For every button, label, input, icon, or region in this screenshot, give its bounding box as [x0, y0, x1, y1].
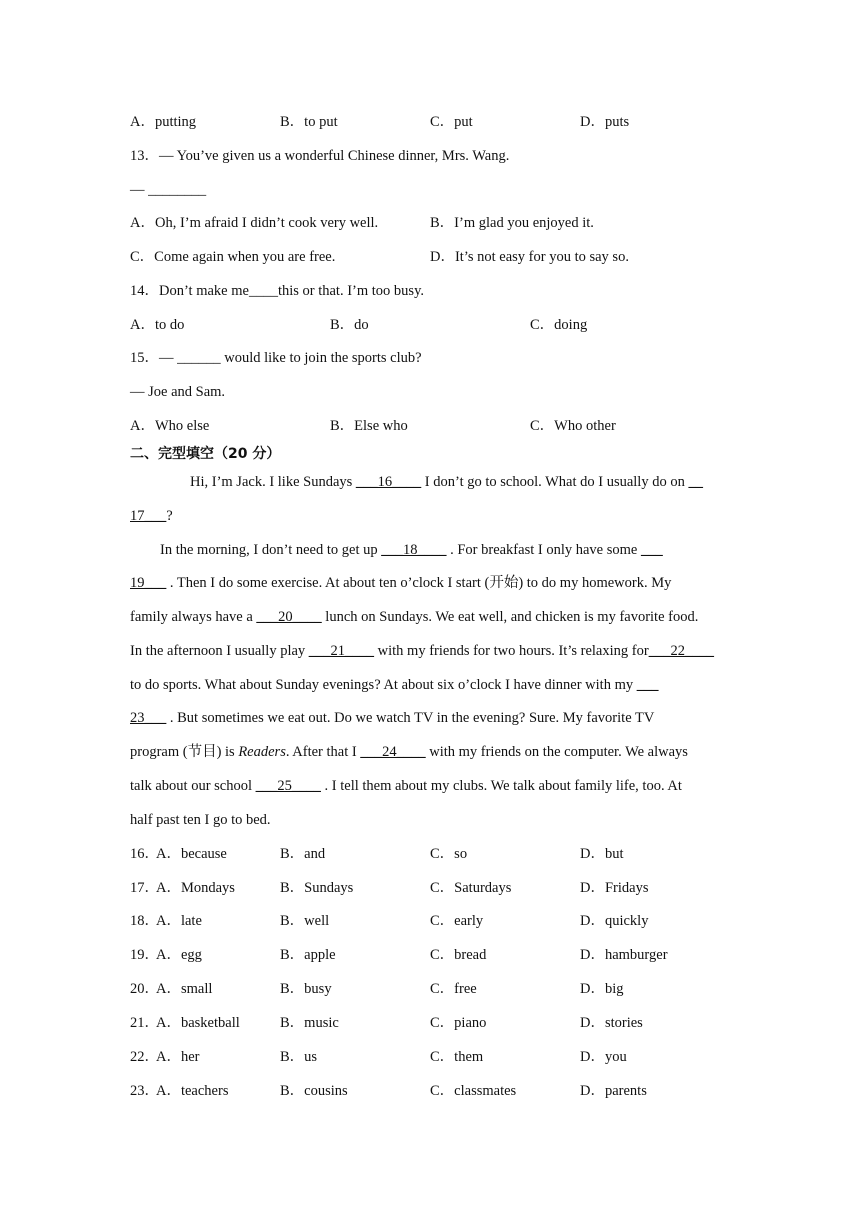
passage-text: . I tell them about my clubs. We talk about family life, too. At — [320, 778, 682, 794]
q14-stem-post: this or that. I’m too busy. — [277, 283, 424, 299]
q13-options-row1 — [130, 213, 730, 233]
question-23-options — [130, 1081, 730, 1101]
passage-text: with my friends on the computer. We always — [425, 744, 688, 760]
blank-16: ___16____ — [355, 474, 422, 490]
passage-line-7 — [130, 675, 659, 695]
passage-line-6 — [130, 641, 714, 661]
q15-option-c: C．Who other — [530, 418, 616, 434]
option-d: D．Fridays — [580, 880, 649, 896]
q15-stem: 15．— ______ would like to join the sports club? — [130, 350, 422, 366]
passage-line-11: half past ten I go to bed. — [130, 812, 271, 828]
option-d: D．stories — [580, 1015, 643, 1031]
passage-line-5 — [130, 607, 698, 627]
section-heading: 二、完型填空（20 分） — [130, 446, 281, 462]
blank-20: ___20____ — [256, 609, 322, 625]
question-number: 17． — [130, 880, 159, 896]
q15-reply: — Joe and Sam. — [130, 384, 226, 400]
question-number: 18． — [130, 913, 159, 929]
passage-text: with my friends for two hours. It’s relaxing for — [374, 643, 649, 659]
passage-line-10 — [130, 776, 682, 796]
option-c: C．free — [430, 981, 477, 997]
blank-24: ___24____ — [360, 744, 426, 760]
option-b: B．and — [280, 846, 326, 862]
question-number: 23． — [130, 1083, 159, 1099]
passage-line-3 — [160, 540, 663, 560]
passage-line-1 — [190, 472, 703, 492]
q12-option-c: C．put — [430, 114, 473, 130]
q12-options — [130, 112, 730, 132]
q13-option-b: B．I’m glad you enjoyed it. — [430, 215, 594, 231]
option-b: B．us — [280, 1049, 318, 1065]
option-c: C．classmates — [430, 1083, 517, 1099]
option-c: C．early — [430, 913, 484, 929]
blank-19-part1: ___ — [640, 542, 663, 558]
q12-option-a: A．putting — [130, 114, 197, 130]
q13-options-row2 — [130, 247, 730, 267]
option-c: C．them — [430, 1049, 484, 1065]
passage-line-9 — [130, 742, 688, 762]
option-d: D．but — [580, 846, 624, 862]
q15-options — [130, 416, 730, 436]
question-22-options — [130, 1047, 730, 1067]
question-17-options — [130, 878, 730, 898]
option-b: B．well — [280, 913, 330, 929]
passage-text: program (节目) is — [130, 744, 239, 760]
option-a: A．her — [156, 1049, 200, 1065]
blank-22: ___22____ — [648, 643, 714, 659]
question-18-options — [130, 911, 730, 931]
q13-option-d: D．It’s not easy for you to say so. — [430, 249, 629, 265]
q15-option-b: B．Else who — [330, 418, 408, 434]
passage-line-2 — [130, 506, 173, 526]
blank-21: ___21____ — [308, 643, 375, 659]
passage-text: . After that I — [285, 744, 361, 760]
q14-stem — [130, 281, 424, 301]
blank-17-part1: __ — [688, 474, 703, 490]
q14-stem-pre: 14．Don’t make me — [130, 283, 249, 299]
program-title: Readers — [238, 744, 286, 760]
passage-text: In the afternoon I usually play — [130, 643, 309, 659]
option-a: A．Mondays — [156, 880, 235, 896]
option-c: C．bread — [430, 947, 487, 963]
blank-19-part2: 19___ — [130, 575, 167, 591]
q13-option-a: A．Oh, I’m afraid I didn’t cook very well. — [130, 215, 379, 231]
option-d: D．parents — [580, 1083, 647, 1099]
option-a: A．egg — [156, 947, 202, 963]
question-21-options — [130, 1013, 730, 1033]
option-a: A．basketball — [156, 1015, 240, 1031]
q12-option-b: B．to put — [280, 114, 338, 130]
blank-25: ___25____ — [255, 778, 321, 794]
option-b: B．apple — [280, 947, 336, 963]
option-d: D．big — [580, 981, 624, 997]
passage-text: . But sometimes we eat out. Do we watch TV in the evening? Sure. My favorite TV — [166, 710, 655, 726]
q14-option-b: B．do — [330, 317, 369, 333]
option-d: D．you — [580, 1049, 627, 1065]
q14-options — [130, 315, 730, 335]
passage-text: I don’t go to school. What do I usually do on — [421, 474, 689, 490]
question-number: 19． — [130, 947, 159, 963]
passage-line-8 — [130, 708, 654, 728]
passage-text: . Then I do some exercise. At about ten o’clock I start (开始) to do my homework. My — [166, 575, 672, 591]
passage-text: talk about our school — [130, 778, 256, 794]
option-b: B．Sundays — [280, 880, 354, 896]
question-number: 21． — [130, 1015, 159, 1031]
q13-option-c: C．Come again when you are free. — [130, 249, 336, 265]
q13-stem: 13．— You’ve given us a wonderful Chinese dinner, Mrs. Wang. — [130, 148, 510, 164]
passage-text: lunch on Sundays. We eat well, and chicken is my favorite food. — [321, 609, 699, 625]
q12-option-d: D．puts — [580, 114, 630, 130]
option-a: A．because — [156, 846, 227, 862]
option-d: D．hamburger — [580, 947, 668, 963]
q14-option-a: A．to do — [130, 317, 185, 333]
passage-text: ? — [166, 508, 173, 524]
option-c: C．so — [430, 846, 468, 862]
question-number: 16． — [130, 846, 159, 862]
passage-text: In the morning, I don’t need to get up — [160, 542, 382, 558]
blank-17-part2: 17___ — [130, 508, 167, 524]
q13-reply: — ________ — [130, 182, 207, 198]
q14-option-c: C．doing — [530, 317, 588, 333]
blank-23-part2: 23___ — [130, 710, 167, 726]
option-c: C．piano — [430, 1015, 487, 1031]
option-b: B．busy — [280, 981, 332, 997]
question-16-options — [130, 844, 730, 864]
blank-23-part1: ___ — [636, 677, 659, 693]
option-d: D．quickly — [580, 913, 649, 929]
passage-text: to do sports. What about Sunday evenings? At about six o’clock I have dinner with my — [130, 677, 637, 693]
passage-text: . For breakfast I only have some — [446, 542, 641, 558]
q14-blank: ____ — [248, 283, 278, 299]
option-a: A．late — [156, 913, 202, 929]
blank-18: ___18____ — [381, 542, 447, 558]
passage-line-4 — [130, 573, 671, 593]
passage-text: Hi, I’m Jack. I like Sundays — [190, 474, 356, 490]
option-a: A．teachers — [156, 1083, 229, 1099]
option-b: B．cousins — [280, 1083, 348, 1099]
question-number: 22． — [130, 1049, 159, 1065]
question-number: 20． — [130, 981, 159, 997]
option-b: B．music — [280, 1015, 339, 1031]
passage-text: family always have a — [130, 609, 257, 625]
option-c: C．Saturdays — [430, 880, 512, 896]
option-a: A．small — [156, 981, 213, 997]
q15-option-a: A．Who else — [130, 418, 210, 434]
question-19-options — [130, 945, 730, 965]
question-20-options — [130, 979, 730, 999]
